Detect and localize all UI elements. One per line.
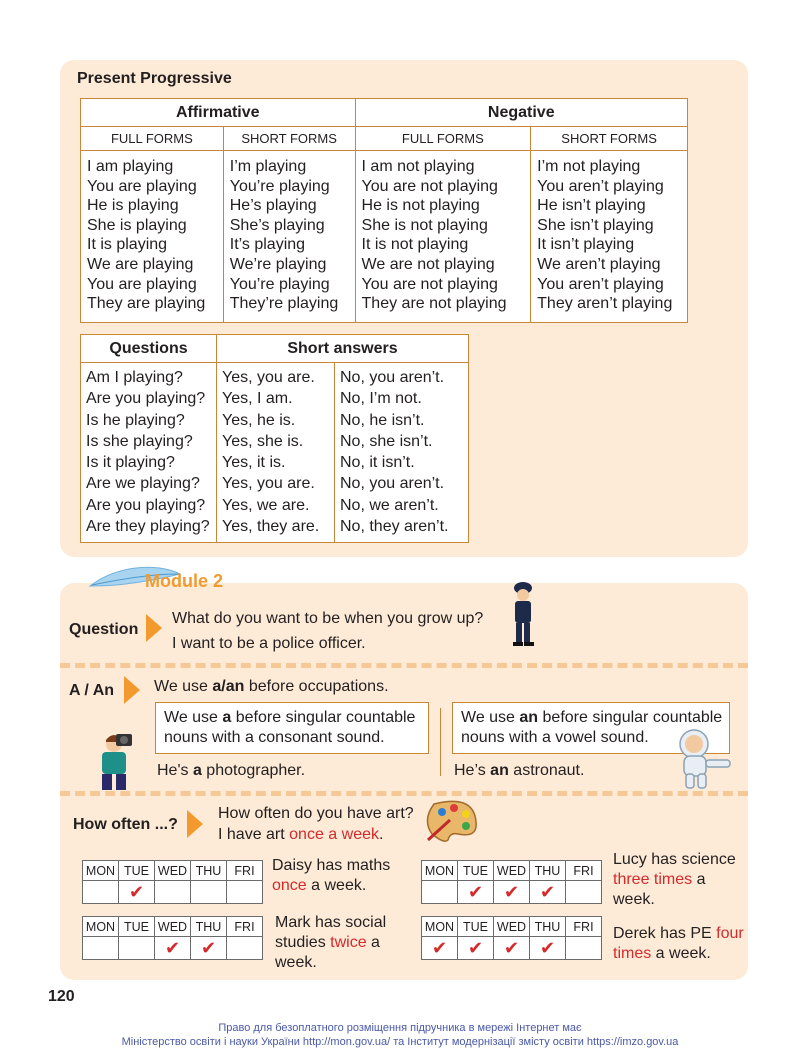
question-label: Question: [69, 621, 139, 638]
check-icon: ✔: [530, 881, 566, 904]
list-item: He isn’t playing: [537, 197, 646, 215]
daisy-text: Daisy has maths once a week.: [272, 857, 391, 894]
check-icon: ✔: [530, 937, 566, 960]
list-item: Is she playing?: [86, 432, 193, 450]
list-item: Are you playing?: [86, 390, 206, 408]
derek-text: Derek has PE four times a week.: [613, 925, 744, 962]
affirmative-header: Affirmative: [81, 99, 356, 127]
list-item: It’s playing: [229, 236, 306, 254]
list-item: He is playing: [87, 197, 179, 215]
module-title: Module 2: [145, 571, 224, 591]
list-item: We’re playing: [229, 255, 327, 273]
list-item: Are we playing?: [86, 475, 200, 493]
negative-header: Negative: [355, 99, 687, 127]
arrow-icon: [124, 676, 140, 704]
full-forms-header: FULL FORMS: [81, 127, 224, 151]
list-item: No, he isn’t.: [340, 411, 425, 429]
a-an-rule: We use a/an before occupations.: [154, 678, 389, 695]
astronaut-icon: [662, 726, 742, 790]
list-item: We aren’t playing: [537, 255, 661, 273]
section-title: Present Progressive: [77, 70, 232, 87]
schedule-table-derek: MON TUE WED THU FRI ✔ ✔ ✔ ✔: [421, 916, 602, 960]
rule-box-an: We use an before singular countable nouns with a vowel sound.: [452, 702, 730, 754]
list-item: Are you playing?: [86, 496, 206, 514]
arrow-icon: [187, 810, 203, 838]
arrow-icon: [146, 614, 162, 642]
check-icon: ✔: [494, 937, 530, 960]
list-item: We are playing: [87, 255, 194, 273]
question-sentence: What do you want to be when you grow up?: [172, 610, 484, 627]
rule-box-a: We use a before singular countable nouns with a consonant sound.: [155, 702, 429, 754]
mark-text: Mark has social studies twice a week.: [275, 914, 387, 971]
divider: [60, 791, 748, 796]
check-icon: ✔: [422, 937, 458, 960]
list-item: You aren’t playing: [537, 275, 664, 293]
list-item: Yes, we are.: [222, 496, 310, 514]
list-item: No, it isn’t.: [340, 454, 415, 472]
list-item: You are playing: [87, 275, 197, 293]
a-an-label: A / An: [69, 682, 115, 699]
check-icon: ✔: [458, 881, 494, 904]
no-answers-list: [335, 363, 469, 543]
list-item: I’m playing: [229, 158, 307, 175]
footer-line-1: Право для безоплатного розміщення підручника в мережі Інтернет має: [218, 1022, 582, 1034]
schedule-table-mark: MON TUE WED THU FRI ✔ ✔: [82, 916, 263, 960]
list-item: I am playing: [87, 158, 174, 175]
list-item: You aren’t playing: [537, 177, 664, 195]
how-often-label: How often ...?: [73, 816, 178, 833]
photographer-icon: [90, 730, 138, 792]
example-an: He’s an astronaut.: [454, 762, 585, 779]
list-item: I’m not playing: [537, 158, 641, 175]
list-item: They aren’t playing: [537, 295, 673, 313]
list-item: Yes, they are.: [222, 518, 320, 536]
list-item: She is not playing: [361, 216, 488, 234]
page-number: 120: [48, 988, 75, 1005]
divider: [440, 708, 441, 776]
full-forms-header: FULL FORMS: [355, 127, 531, 151]
police-officer-icon: [505, 578, 541, 648]
short-answers-header: Short answers: [217, 335, 469, 363]
questions-list: [81, 363, 217, 543]
list-item: We are not playing: [361, 255, 495, 273]
check-icon: ✔: [494, 881, 530, 904]
list-item: You’re playing: [229, 177, 330, 195]
footer-line-2: Міністерство освіти і науки України http://mon.gov.ua/ та Інститут модернізації змісту освіти https://imzo.gov.ua: [121, 1036, 679, 1048]
divider: [60, 663, 748, 668]
affirmative-short-list: [223, 151, 355, 323]
list-item: Yes, I am.: [222, 390, 293, 408]
list-item: You are playing: [87, 177, 197, 195]
list-item: Yes, you are.: [222, 369, 315, 386]
schedule-table-lucy: MON TUE WED THU FRI ✔ ✔ ✔: [421, 860, 602, 904]
list-item: No, they aren’t.: [340, 518, 449, 536]
check-icon: ✔: [458, 937, 494, 960]
check-icon: ✔: [119, 881, 155, 904]
check-icon: ✔: [155, 937, 191, 960]
list-item: Yes, it is.: [222, 454, 286, 472]
how-often-question: How often do you have art?: [218, 805, 414, 822]
list-item: They are playing: [87, 295, 206, 313]
questions-header: Questions: [81, 335, 217, 363]
list-item: He’s playing: [229, 197, 317, 215]
list-item: It isn’t playing: [537, 236, 635, 254]
list-item: Is he playing?: [86, 411, 185, 429]
list-item: It is playing: [87, 236, 168, 254]
paint-palette-icon: [424, 798, 478, 844]
short-forms-header: SHORT FORMS: [223, 127, 355, 151]
negative-full-list: [355, 151, 531, 323]
list-item: She is playing: [87, 216, 187, 234]
list-item: No, we aren’t.: [340, 496, 439, 514]
negative-short-list: [531, 151, 688, 323]
affirmative-negative-table: [80, 98, 688, 323]
list-item: They’re playing: [229, 295, 339, 313]
answer-sentence: I want to be a police officer.: [172, 635, 366, 652]
check-icon: ✔: [191, 937, 227, 960]
list-item: She isn’t playing: [537, 216, 654, 234]
list-item: I am not playing: [361, 158, 475, 175]
list-item: It is not playing: [361, 236, 469, 254]
how-often-answer: I have art once a week.: [218, 826, 384, 843]
list-item: They are not playing: [361, 295, 507, 313]
questions-table: [80, 334, 469, 543]
list-item: Are they playing?: [86, 518, 210, 536]
affirmative-full-list: [81, 151, 224, 323]
yes-answers-list: [217, 363, 335, 543]
list-item: No, you aren’t.: [340, 475, 445, 493]
list-item: You’re playing: [229, 275, 330, 293]
list-item: No, I’m not.: [340, 390, 422, 408]
list-item: You are not playing: [361, 177, 498, 195]
list-item: No, she isn’t.: [340, 432, 433, 450]
list-item: Yes, you are.: [222, 475, 315, 493]
list-item: Yes, she is.: [222, 432, 304, 450]
schedule-table-daisy: MON TUE WED THU FRI ✔: [82, 860, 263, 904]
list-item: Yes, he is.: [222, 411, 296, 429]
list-item: She’s playing: [229, 216, 325, 234]
list-item: Is it playing?: [86, 454, 175, 472]
short-forms-header: SHORT FORMS: [531, 127, 688, 151]
list-item: He is not playing: [361, 197, 480, 215]
list-item: Am I playing?: [86, 369, 183, 386]
list-item: You are not playing: [361, 275, 498, 293]
example-a: He's a photographer.: [157, 762, 306, 779]
list-item: No, you aren’t.: [340, 369, 445, 386]
lucy-text: Lucy has science three times a week.: [613, 851, 736, 908]
